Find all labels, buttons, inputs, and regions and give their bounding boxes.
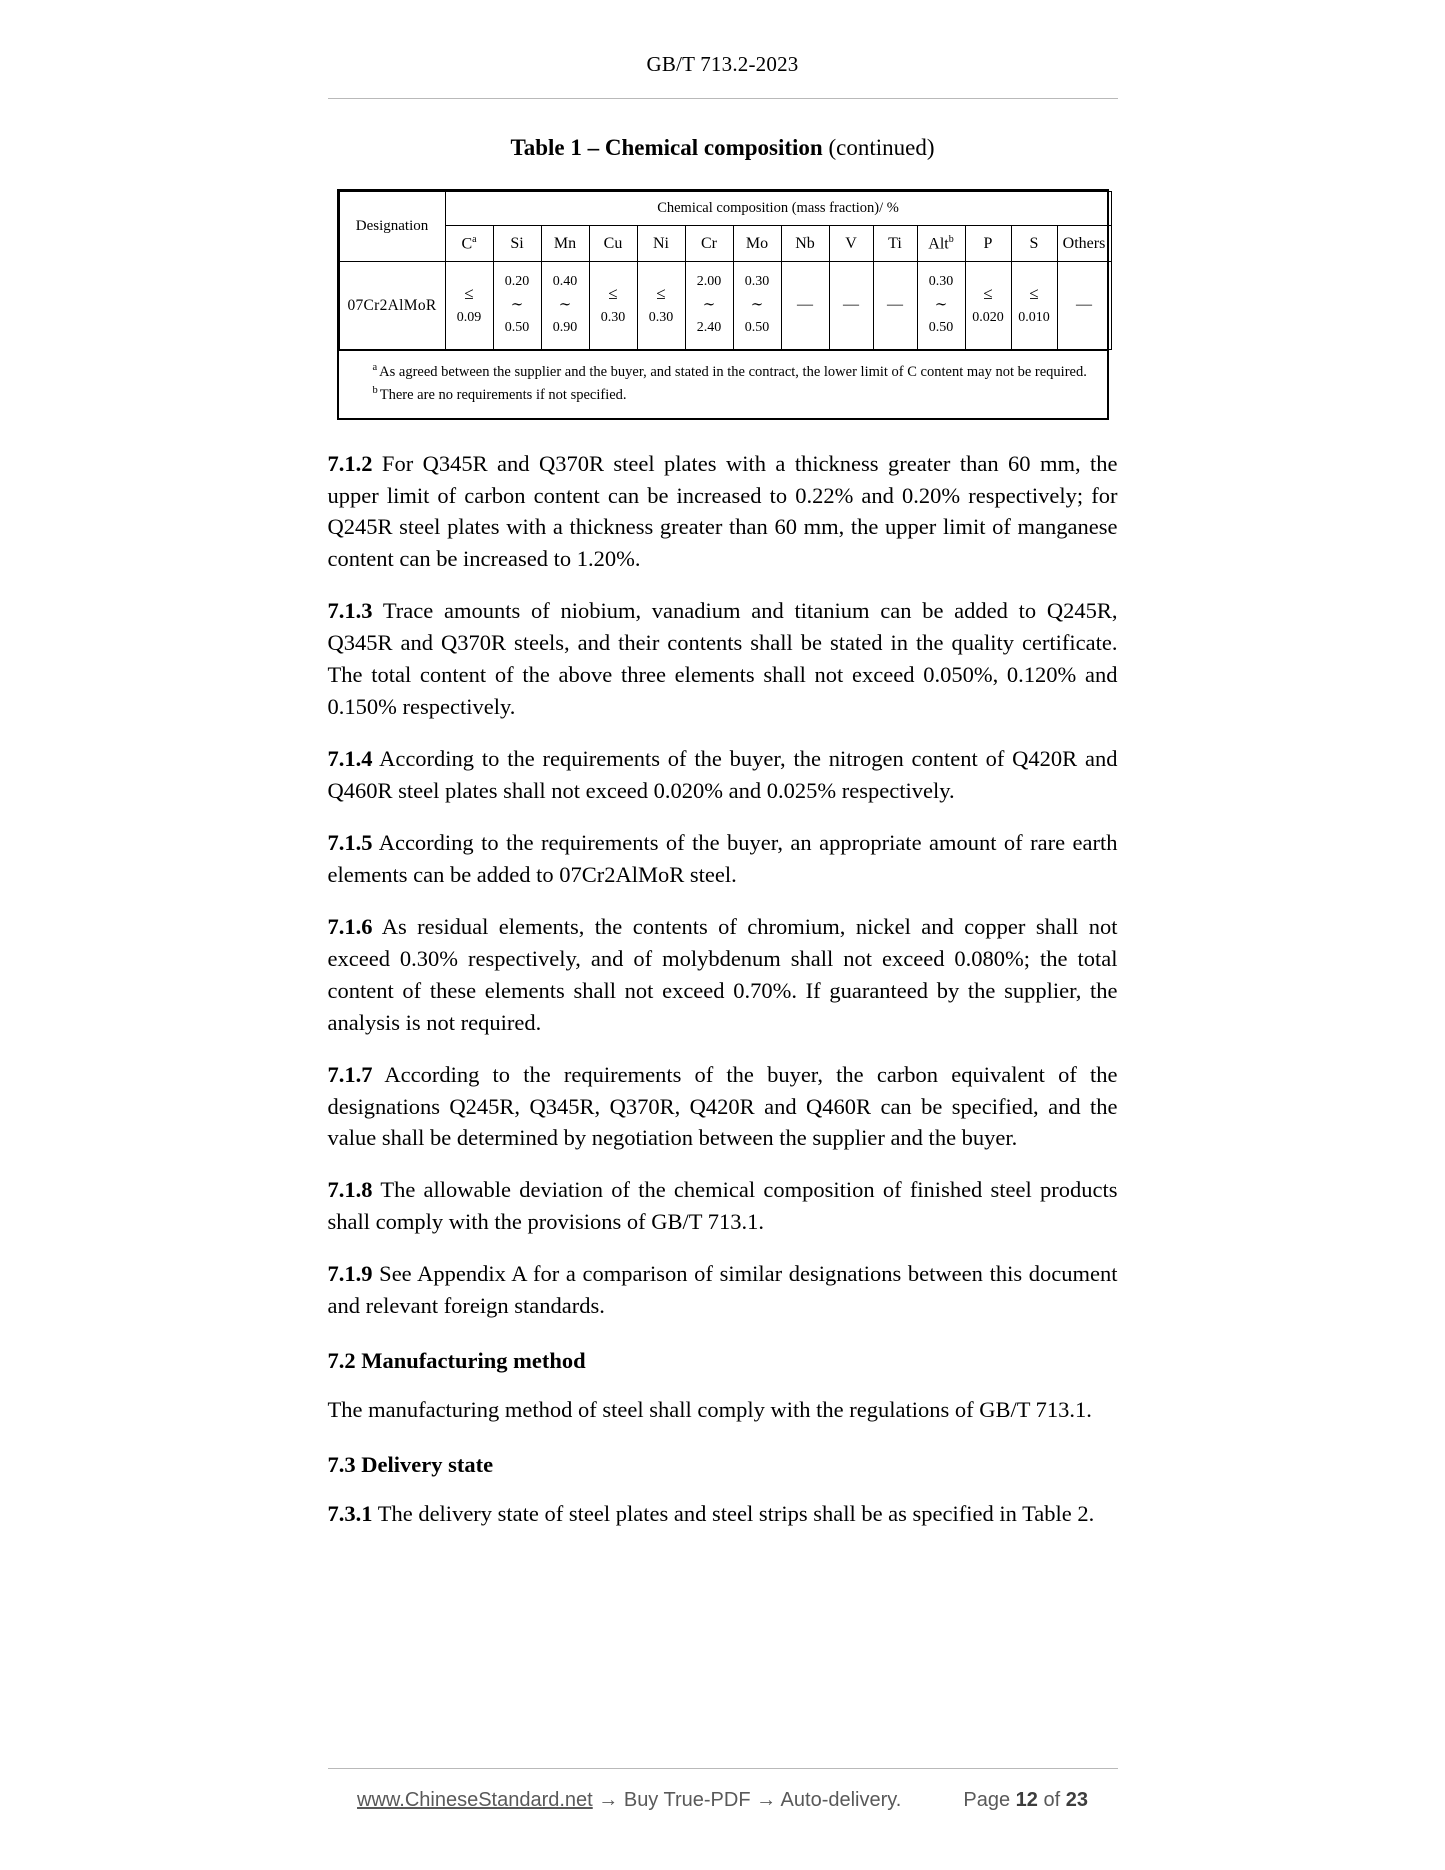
column-header-c: $C^a$ — [445, 226, 493, 262]
cell-p: ≤ 0.020 — [965, 262, 1011, 350]
cell-designation: 07Cr2AlMoR — [339, 262, 445, 350]
cell-nb: — — [781, 262, 829, 350]
standard-number: GB/T 713.2-2023 — [646, 52, 799, 76]
document-body — [328, 420, 1118, 1530]
table-header — [339, 192, 1111, 262]
table-footnotes — [339, 350, 1107, 418]
page-indicator — [963, 1789, 1088, 1812]
page-label: Page — [963, 1789, 1011, 1811]
footnote-a: $^a$ As agreed between the supplier and the buyer, and stated in the contract, the lower limit of C content may not be required. — [372, 362, 1087, 380]
column-header-ni: Ni — [637, 226, 685, 262]
footer-tagline: → Buy True-PDF → Auto-delivery. — [592, 1789, 902, 1811]
page-footer — [0, 1768, 1445, 1812]
paragraph-7-1-6: 7.1.6 As residual elements, the contents of chromium, nickel and copper shall not exceed 0.30% respectively, and of molybdenum shall not exceed 0.080%; the total content of these elements shall not exceed 0.70%. If guaranteed by the supplier, the analysis is not required. — [327, 913, 1118, 1035]
chemical-composition-table — [337, 189, 1109, 420]
heading-7-2: 7.2 Manufacturing method — [327, 1348, 586, 1374]
paragraph-7-1-8: 7.1.8 The allowable deviation of the chemical composition of finished steel products shall comply with the provisions of GB/T 713.1. — [327, 1177, 1118, 1235]
column-header-si: Si — [493, 226, 541, 262]
heading-7-3: 7.3 Delivery state — [327, 1452, 494, 1478]
cell-cu: ≤ 0.30 — [589, 262, 637, 350]
cell-ni: ≤ 0.30 — [637, 262, 685, 350]
page-number: 12 — [1015, 1789, 1038, 1811]
table-caption — [0, 135, 1445, 161]
column-header-designation: Designation — [339, 192, 445, 262]
paragraph-7-1-5: 7.1.5 According to the requirements of the buyer, an appropriate amount of rare earth elements can be added to 07Cr2AlMoR steel. — [327, 829, 1118, 887]
footer-promo — [357, 1789, 901, 1812]
column-header-others: Others — [1057, 226, 1111, 262]
paragraph-7-1-3: 7.1.3 Trace amounts of niobium, vanadium and titanium can be added to Q245R, Q345R and Q370R steels, and their contents shall be stated in the quality certificate. The total content of the above three elements shall not exceed 0.050%, 0.120% and 0.150% respectively. — [327, 598, 1118, 720]
column-header-mn: Mn — [541, 226, 589, 262]
element-header-row — [339, 226, 1111, 262]
page-total: 23 — [1065, 1789, 1088, 1811]
column-header-alt: Alt$^b$ — [917, 226, 965, 262]
table-caption-continued: (continued) — [828, 135, 935, 160]
column-header-v: V — [829, 226, 873, 262]
footer-website-link[interactable]: www.ChineseStandard.net — [357, 1789, 593, 1811]
cell-c: ≤ 0.09 — [445, 262, 493, 350]
column-header-nb: Nb — [781, 226, 829, 262]
table-body — [339, 262, 1111, 350]
table-row — [339, 262, 1111, 350]
column-header-p: P — [965, 226, 1011, 262]
footnote-b: $^b$ There are no requirements if not specified. — [372, 385, 627, 404]
cell-alt: 0.30 ∼ 0.50 — [917, 262, 965, 350]
column-header-s: S — [1011, 226, 1057, 262]
paragraph-7-2-body: The manufacturing method of steel shall comply with the regulations of GB/T 713.1. — [327, 1397, 1092, 1423]
paragraph-7-1-2: 7.1.2 For Q345R and Q370R steel plates with a thickness greater than 60 mm, the upper limit of carbon content can be increased to 0.22% and 0.20% respectively; for Q245R steel plates with a thickness greater than 60 mm, the upper limit of manganese content can be increased to 1.20%. — [327, 450, 1118, 572]
column-header-mo: Mo — [733, 226, 781, 262]
paragraph-7-1-7: 7.1.7 According to the requirements of the buyer, the carbon equivalent of the designations Q245R, Q345R, Q370R, Q420R and Q460R can be specified, and the value shall be determined by negotiation between the supplier and the buyer. — [327, 1061, 1118, 1151]
cell-s: ≤ 0.010 — [1011, 262, 1057, 350]
paragraph-7-1-9: 7.1.9 See Appendix A for a comparison of similar designations between this document and relevant foreign standards. — [327, 1261, 1118, 1319]
paragraph-7-1-4: 7.1.4 According to the requirements of the buyer, the nitrogen content of Q420R and Q460R steel plates shall not exceed 0.020% and 0.025% respectively. — [327, 746, 1118, 804]
cell-others: — — [1057, 262, 1111, 350]
cell-si: 0.20 ∼ 0.50 — [493, 262, 541, 350]
table-caption-main: Table 1 – Chemical composition — [510, 135, 823, 160]
cell-ti: — — [873, 262, 917, 350]
cell-mn: 0.40 ∼ 0.90 — [541, 262, 589, 350]
of-label: of — [1043, 1789, 1061, 1811]
page-header — [0, 0, 1445, 99]
column-header-cr: Cr — [685, 226, 733, 262]
cell-cr: 2.00 ∼ 2.40 — [685, 262, 733, 350]
paragraph-7-3-1: 7.3.1 The delivery state of steel plates and steel strips shall be as specified in Table 2. — [327, 1501, 1095, 1527]
cell-mo: 0.30 ∼ 0.50 — [733, 262, 781, 350]
cell-v: — — [829, 262, 873, 350]
column-header-cu: Cu — [589, 226, 637, 262]
column-group-header: Chemical composition (mass fraction)/ % — [445, 192, 1111, 226]
footer-divider — [328, 1768, 1118, 1769]
column-header-ti: Ti — [873, 226, 917, 262]
header-divider — [328, 98, 1118, 99]
